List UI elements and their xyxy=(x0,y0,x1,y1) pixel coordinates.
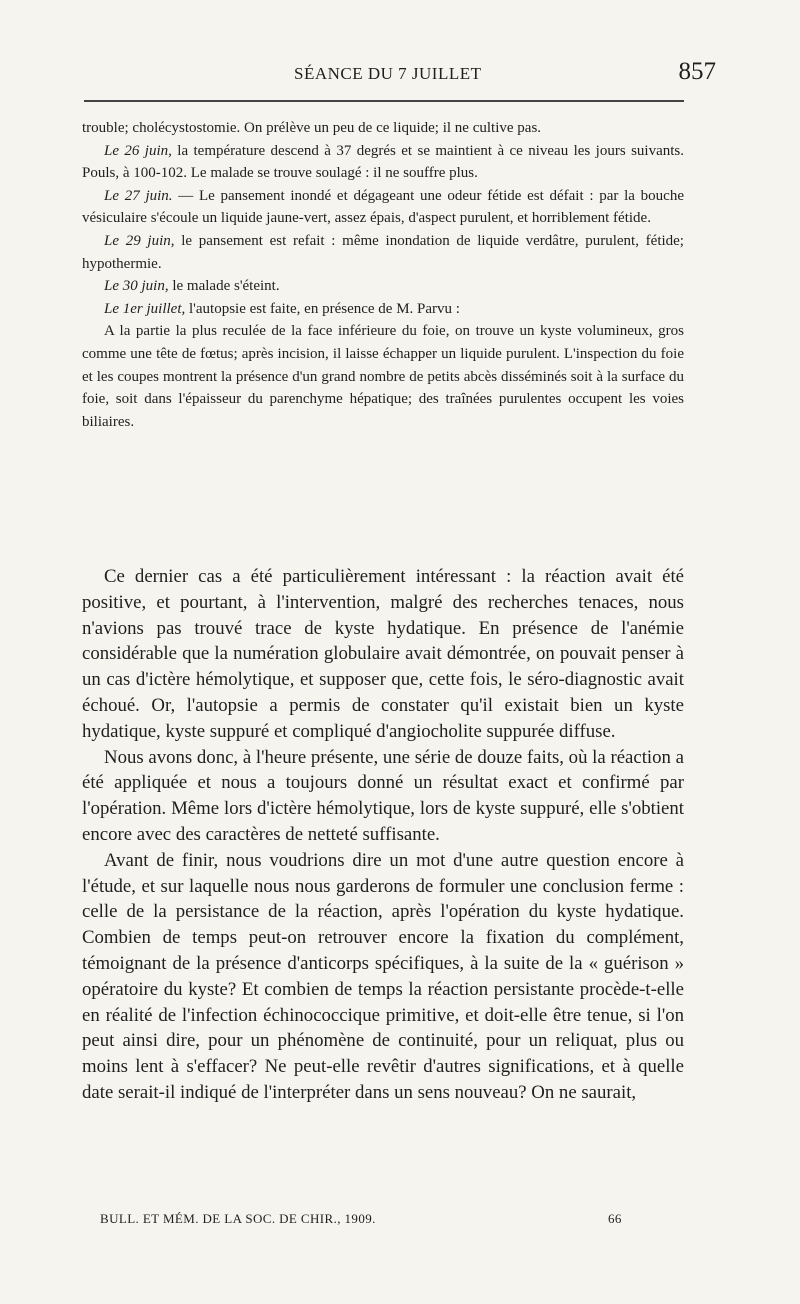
notes-paragraph-6 xyxy=(82,298,684,321)
running-title: SÉANCE DU 7 JUILLET xyxy=(294,64,482,83)
page-number: 857 xyxy=(678,58,716,85)
page-header xyxy=(84,58,716,90)
notes-paragraph-3 xyxy=(82,185,684,230)
notes-paragraph-5 xyxy=(82,275,684,298)
header-rule xyxy=(84,100,684,102)
date-label: Le 1er juillet, xyxy=(104,300,186,317)
page-footer xyxy=(100,1211,660,1233)
date-label: Le 30 juin, xyxy=(104,278,169,295)
notes-text: l'autopsie est faite, en présence de M. Parvu : xyxy=(185,300,460,317)
notes-paragraph-4 xyxy=(82,230,684,275)
body-paragraph-2: Nous avons donc, à l'heure présente, une série de douze faits, où la réaction a été appliquée et nous a toujours donné un résultat exact et confirmé par l'opération. Même lors d'ictère hémolytique, lors de kyste suppuré, elle s'obtient encore avec des caractères de netteté suffisante. xyxy=(82,746,684,845)
notes-paragraph-1: trouble; cholécystostomie. On prélève un peu de ce liquide; il ne cultive pas. xyxy=(82,120,542,136)
main-text xyxy=(82,564,684,1106)
notes-text: le malade s'éteint. xyxy=(168,278,280,295)
notes-text: la température descend à 37 degrés et se maintient à ce niveau les jours suivants. Pouls, à 100-102. Le malade se trouve soulagé : il ne souffre plus. xyxy=(82,142,684,182)
notes-paragraph-7: A la partie la plus reculée de la face inférieure du foie, on trouve un kyste volumineux, gros comme une tête de fœtus; après incision, il laisse échapper un liquide purulent. L'inspection du foie et les coupes montrent la présence d'un grand nombre de petits abcès disséminés soit à la surface du foie, soit dans l'épaisseur du parenchyme hépatique; des traînées purulentes occupent les voies biliaires. xyxy=(82,323,684,430)
body-paragraph-1: Ce dernier cas a été particulièrement intéressant : la réaction avait été positive, et pourtant, à l'intervention, malgré des recherches tenaces, nous n'avions pas trouvé trace de kyste hydatique. En présence de l'anémie considérable que la numération globulaire avait démontrée, on pouvait penser à un cas d'ictère hémolytique, et supposer que, cette fois, le séro-diagnostic avait échoué. Or, l'autopsie a permis de constater qu'il existait bien un kyste hydatique, kyste suppuré et compliqué d'angiocholite suppurée diffuse. xyxy=(82,566,684,742)
journal-reference: BULL. ET MÉM. DE LA SOC. DE CHIR., 1909. xyxy=(100,1211,376,1226)
notes-text: — Le pansement inondé et dégageant une odeur fétide est défait : par la bouche vésiculaire s'écoule un liquide jaune-vert, assez épais, d'aspect purulent, et horriblement fétide. xyxy=(82,187,684,227)
body-paragraph-3: Avant de finir, nous voudrions dire un mot d'une autre question encore à l'étude, et sur laquelle nous nous garderons de formuler une conclusion ferme : celle de la persistance de la réaction, après l'opération du kyste hydatique. Combien de temps peut-on retrouver encore la fixation du complément, témoignant de la présence d'anticorps spécifiques, à la suite de la « guérison » opératoire du kyste? Et combien de temps la réaction persistante procède-t-elle en réalité de l'infection échinococcique primitive, et doit-elle être tenue, si l'on peut ainsi dire, pour un phénomène de continuité, pour un reliquat, plus ou moins lent à s'effacer? Ne peut-elle revêtir d'autres significations, et à quelle date serait-il indiqué de l'interpréter dans un sens nouveau? On ne saurait, xyxy=(82,849,684,1103)
date-label: Le 26 juin, xyxy=(104,142,172,159)
date-label: Le 29 juin, xyxy=(104,232,175,249)
case-notes xyxy=(82,117,684,433)
date-label: Le 27 juin. xyxy=(104,187,173,204)
notes-paragraph-2 xyxy=(82,140,684,185)
signature-number: 66 xyxy=(608,1211,622,1226)
notes-text: le pansement est refait : même inondation de liquide verdâtre, purulent, fétide; hypothermie. xyxy=(82,232,684,272)
